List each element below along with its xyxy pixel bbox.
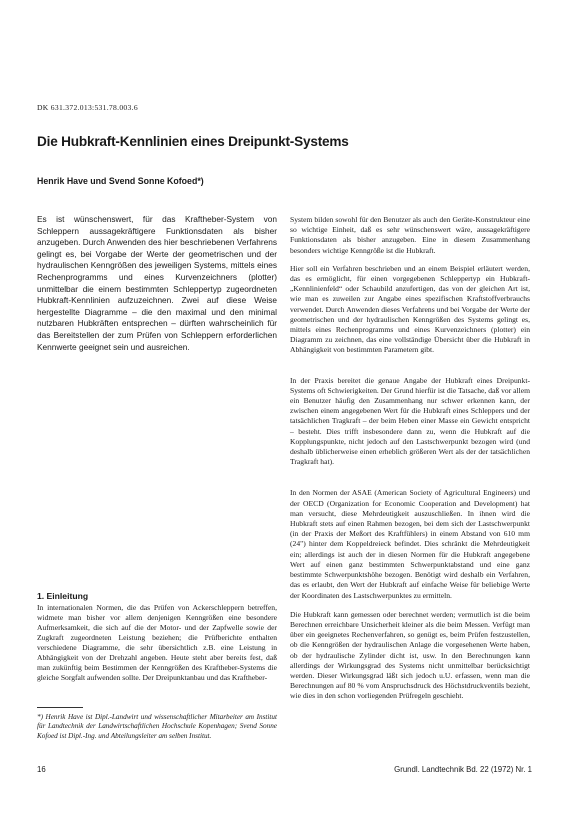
classification-number: DK 631.372.013:531.78.003.6 — [37, 103, 138, 112]
footnote: *) Henrik Have ist Dipl.-Landwirt und wissenschaftlicher Mitarbeiter am Institut für Landtechnik der Landwirtschaftlichen Hochschule Kopenhagen; Svend Sonne Kofoed ist Dipl.-Ing. und Abteilungsleiter am selben Institut. — [37, 713, 277, 740]
footnote-rule — [37, 707, 83, 708]
right-column — [290, 215, 530, 702]
abstract: Es ist wünschenswert, für das Kraftheber-System von Schleppern aussagekräftigere Funktionsdaten als bisher anzugeben. Durch Anwenden des hier beschriebenen Verfahrens gelingt es, bei Vorgabe der Werte der geometrischen und der hydraulischen Kenngrößen des jeweiligen Systems, mittels eines Rechenprogramms und eines Kurvenzeichners (plotter) unmittelbar die einem bestimmten Schleppertyp zugeordneten Hubkraft-Kennlinien aufzuzeichnen. Zwei auf diese Weise hergestellte Diagramme – die den maximal und den minimal nutzbaren Hubkräften entsprechen – dürften wahrscheinlich für das Bereitstellen der zum Prüfen von Schleppern erforderlichen Kennwerte geeignet sein und ausreichen. — [37, 214, 277, 352]
paragraph: Die Hubkraft kann gemessen oder berechnet werden; vermutlich ist die beim Berechnen erreichbare Unsicherheit kleiner als die beim Messen. Verfügt man über ein geeignetes Rechenverfahren, so genügt es, beim Prüfen festzustellen, ob die Kenngrößen der hydraulischen Anlage die vorgesehenen Werte haben, ob der hydraulische Zylinder dicht ist, usw. In den Berechnungen kann allerdings der Wirkungsgrad des Systems nicht unmittelbar berücksichtigt werden. Dieser Wirkungsgrad läßt sich jedoch u.U. erfassen, wenn man die Berechnungen auf 80 % vom Anspruchsdruck des Höchstdruckventils bezieht, wie dies in den schon vorliegenden Prüfregeln geschieht. — [290, 609, 530, 701]
paragraph: System bilden sowohl für den Benutzer als auch den Geräte-Konstrukteur eine so wichtige Einheit, daß es sehr wünschenswert wäre, aussagekräftigere Funktionsdaten als bisher anzugeben. Eine in diesem Zusammenhang besonders wichtige Kenngröße ist die Hubkraft. — [290, 215, 530, 255]
authors: Henrik Have und Svend Sonne Kofoed*) — [37, 176, 204, 186]
page-number: 16 — [37, 765, 46, 774]
paragraph: Hier soll ein Verfahren beschrieben und an einem Beispiel erläutert werden, das es ermöglicht, für einen vorgegebenen Schleppertyp ein Hubkraft-„Kennlinienfeld“ oder Schaubild anzufertigen, das von der gleichen Art ist, wie man es zuweilen zur Angabe eines spezifischen Kraftstoffverbrauchs verwendet. Durch Anwenden dieses Verfahrens und bei Vorgabe der Werte der geometrischen und der hydraulischen Kenngrößen des Systems gelingt es, mittels eines Rechenprogramms und eines Kurvenzeichners (plotter) ein Diagramm zu zeichnen, das eine vollständige Übersicht über die Hubkraft in Abhängigkeit von bestimmten Parametern gibt. — [290, 263, 530, 355]
article-title: Die Hubkraft-Kennlinien eines Dreipunkt-Systems — [37, 134, 349, 149]
section-body: In internationalen Normen, die das Prüfen von Ackerschleppern betreffen, widmete man bisher vor allem denjenigen Kenngrößen eine besondere Aufmerksamkeit, die sich auf die der Motor- und der Zapfwelle sowie der Zugkraft zugeordneten Leistung beziehen; die Prüfberichte enthalten verschiedene Diagramme, die sehr übersichtlich z.B. eine Leistung in Abhängigkeit von der Drehzahl angeben. Heute steht aber bereits fest, daß man zukünftig beim Bestimmen der Kenngrößen des Kraftheber-Systems die gleiche Sorgfalt aufwenden sollte. Der Dreipunktanbau und das Kraftheber- — [37, 603, 277, 682]
paragraph: In der Praxis bereitet die genaue Angabe der Hubkraft eines Dreipunkt-Systems oft Schwierigkeiten. Der Grund hierfür ist die Tatsache, daß vor allem ein Benutzer häufig den Zusammenhang nur schwer erkennen kann, der zwischen einem angegebenen Wert für die Hubkraft eines Schleppers und der tatsächlichen Tragkraft – der beim Heben einer Masse ein Gewicht entspricht – besteht. Dies trifft insbesondere dann zu, wenn die Hubkraft auf die Kopplungspunkte, nicht jedoch auf den Lastschwerpunkt bezogen wird (und deshalb üblicherweise einen erheblich größeren Wert als der der tatsächlichen Tragkraft hat). — [290, 375, 530, 467]
section-heading: 1. Einleitung — [37, 591, 89, 601]
paragraph: In den Normen der ASAE (American Society of Agricultural Engineers) und der OECD (Organization for Economic Cooperation and Development) hat man versucht, diese Mehrdeutigkeit auszuschließen. In ihnen wird die Hubkraft stets auf einen Rahmen bezogen, bei dem sich der Lastschwerpunkt (in der Praxis der Meßort des Kraftfühlers) in einem Abstand von 610 mm (24") hinter dem Koppeldreieck befindet. Dies schränkt die Mehrdeutigkeit ein; allerdings ist auch der in diesen Normen für die Hubkraft angegebene Wert auf einen ganz bestimmten Schwerpunktabstand und eine ganz bestimmte Schwerpunktshöhe bezogen. Benötigt wird deshalb ein Verfahren, das es erlaubt, den Wert der Hubkraft auf einfache Weise für beliebige Werte der Koordinaten des Lastschwerpunktes zu ermitteln. — [290, 488, 530, 600]
journal-reference: Grundl. Landtechnik Bd. 22 (1972) Nr. 1 — [394, 765, 532, 774]
